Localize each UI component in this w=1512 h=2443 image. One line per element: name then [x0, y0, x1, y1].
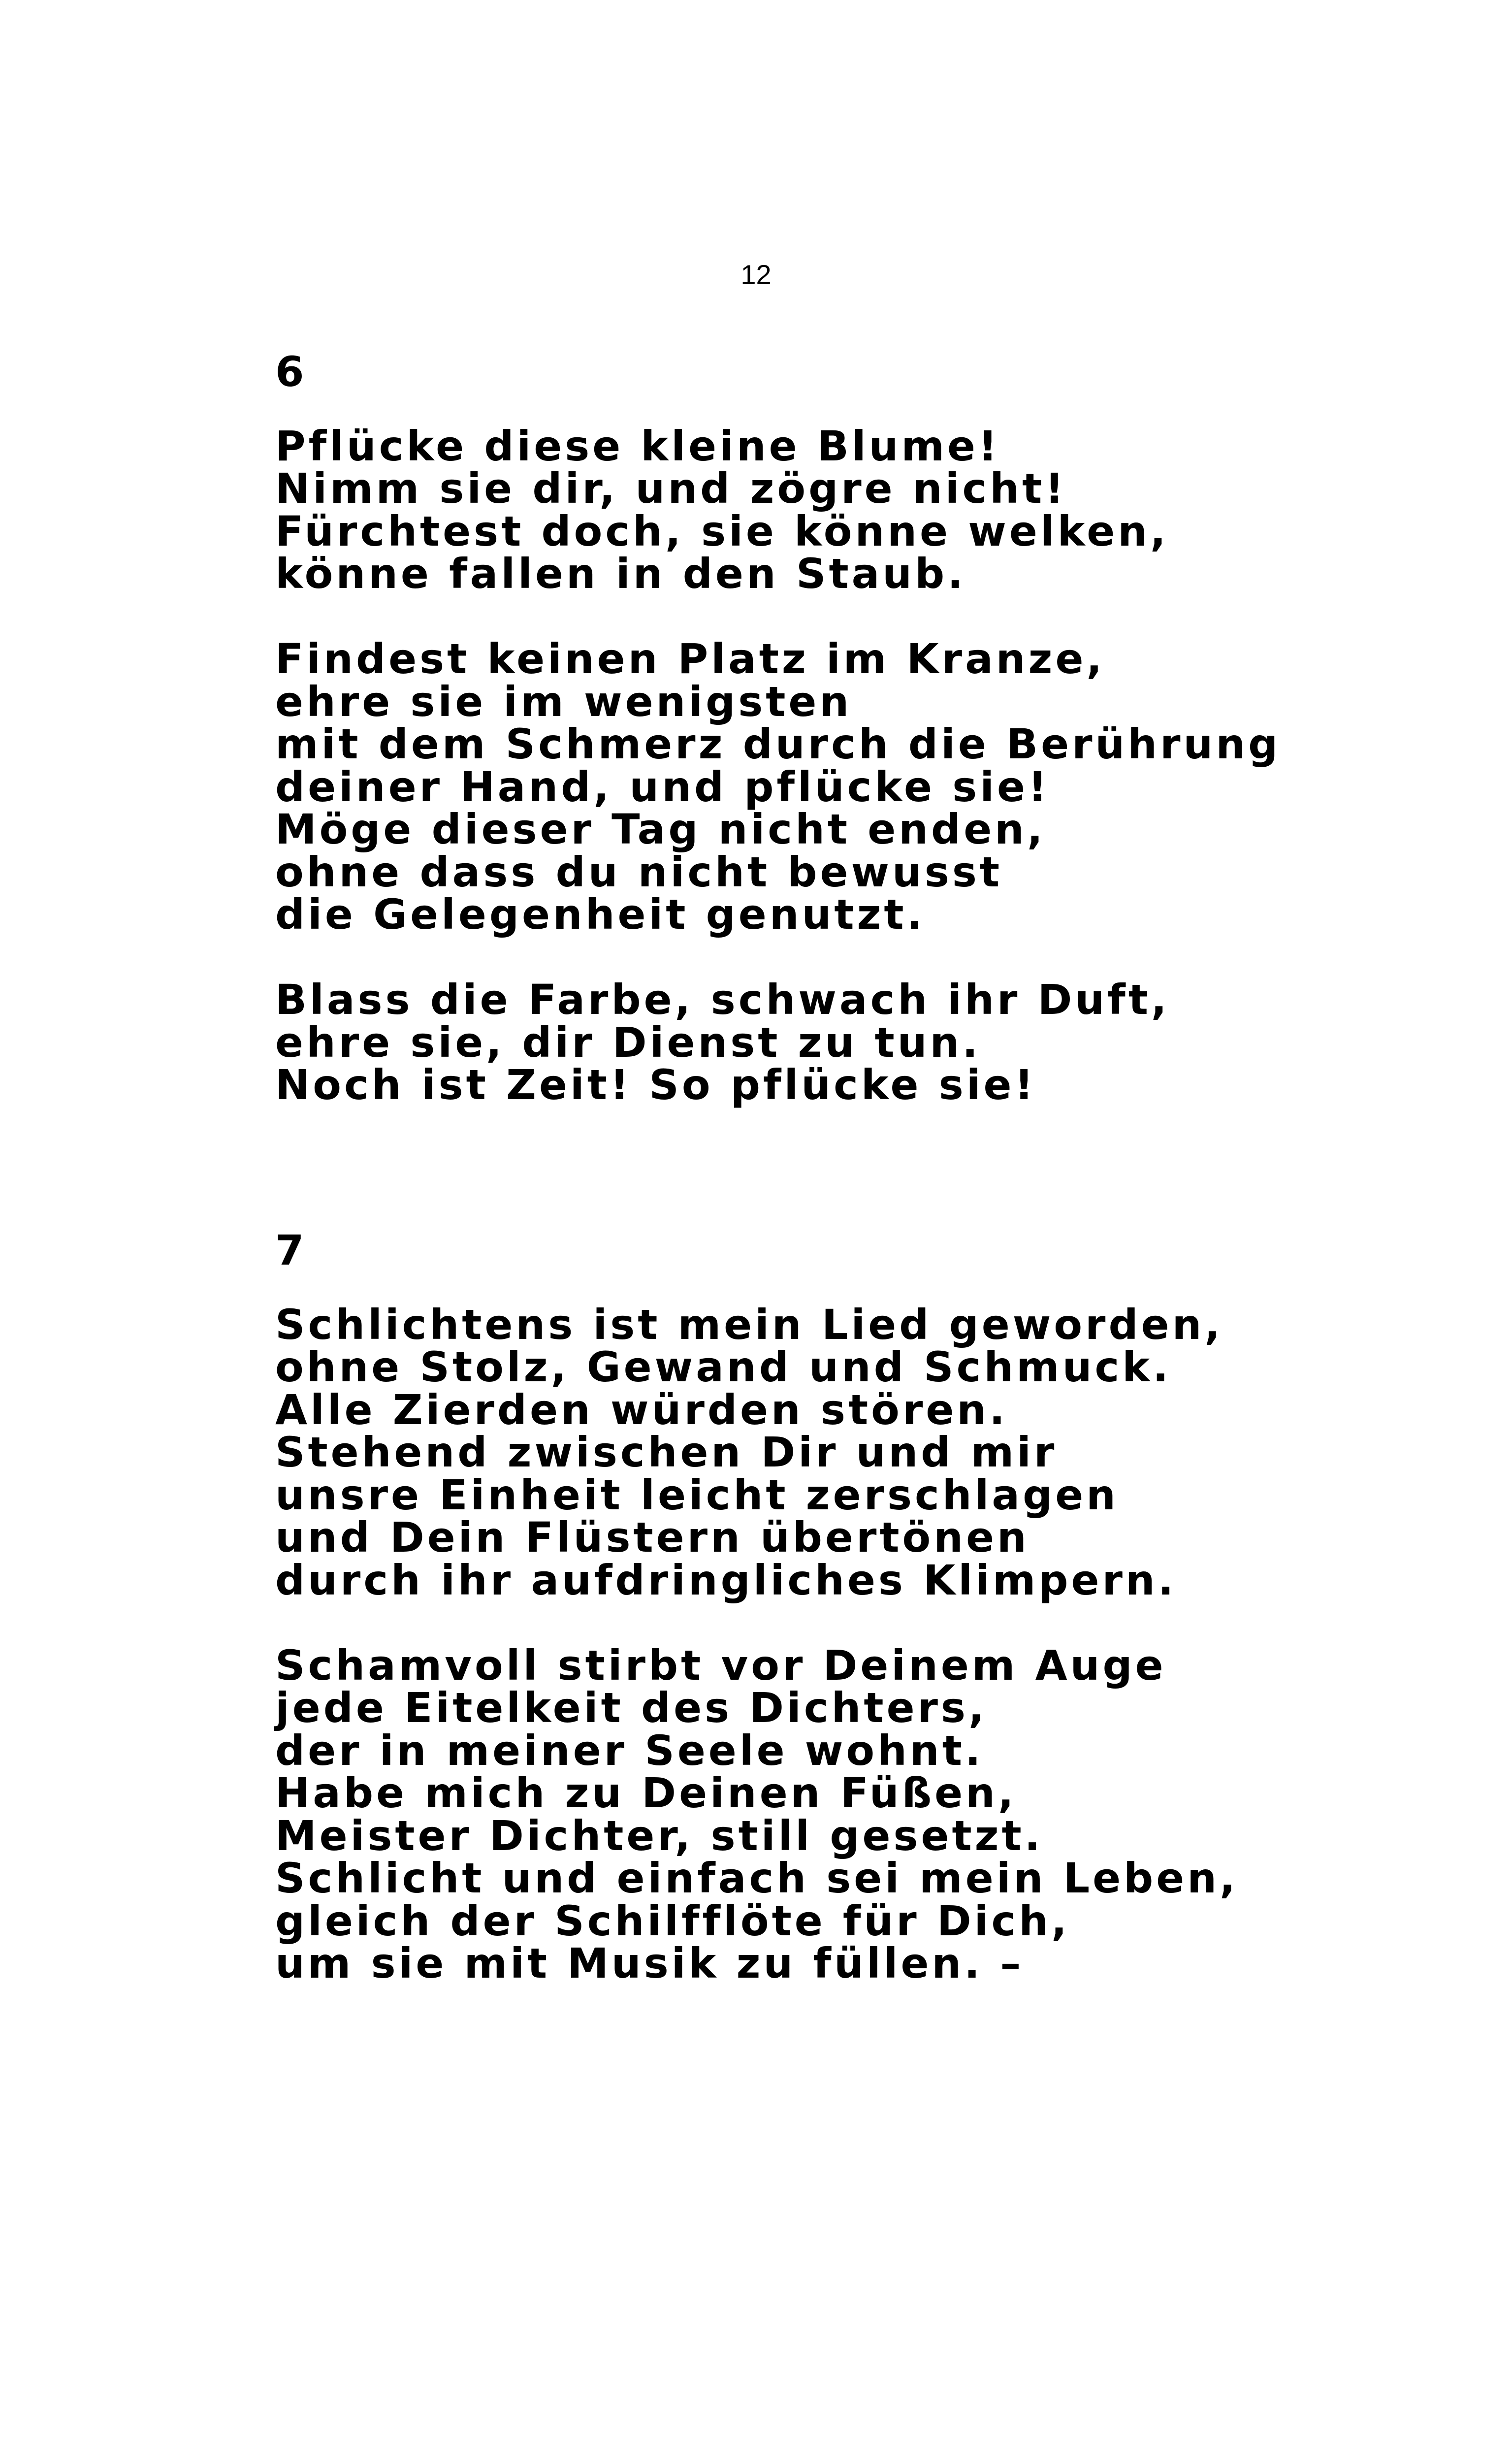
stanza — [275, 978, 1281, 1107]
stanza — [275, 1641, 1238, 1987]
verse-line: durch ihr aufdringliches Klimpern. — [275, 1556, 1177, 1604]
verse-line: Möge dieser Tag nicht enden, — [275, 805, 1046, 853]
verse-line: Pflücke diese kleine Blume! — [275, 422, 1000, 470]
verse-line: Alle Zierden würden stören. — [275, 1385, 1008, 1434]
verse-line: gleich der Schilfflöte für Dich, — [275, 1896, 1070, 1945]
verse-line: Noch ist Zeit! So pflücke sie! — [275, 1061, 1036, 1109]
verse-line: ohne dass du nicht bewusst — [275, 847, 1002, 896]
verse-line: Blass die Farbe, schwach ihr Duft, — [275, 976, 1170, 1024]
verse-line: die Gelegenheit genutzt. — [275, 890, 926, 939]
verse-line: Fürchtest doch, sie könne welken, — [275, 507, 1169, 555]
stanza — [275, 635, 1281, 939]
verse-line: ehre sie, dir Dienst zu tun. — [275, 1018, 981, 1067]
verse-line: der in meiner Seele wohnt. — [275, 1726, 984, 1775]
verse-line: ohne Stolz, Gewand und Schmuck. — [275, 1343, 1172, 1391]
poem-6 — [275, 348, 1281, 1109]
stanza — [275, 1300, 1238, 1604]
verse-line: und Dein Flüstern übertönen — [275, 1513, 1029, 1562]
verse-line: ehre sie im wenigsten — [275, 677, 852, 726]
verse-line: Habe mich zu Deinen Füßen, — [275, 1769, 1017, 1817]
verse-line: Stehend zwischen Dir und mir — [275, 1428, 1058, 1476]
verse-line: jede Eitelkeit des Dichters, — [275, 1684, 987, 1732]
verse-line: um sie mit Musik zu füllen. – — [275, 1939, 1024, 1987]
verse-line: Nimm sie dir, und zögre nicht! — [275, 464, 1067, 513]
verse-line: könne fallen in den Staub. — [275, 550, 966, 598]
poem-number: 7 — [275, 1226, 307, 1274]
poem-7 — [275, 1226, 1238, 1987]
page-number: 12 — [740, 259, 772, 290]
verse-line: Schamvoll stirbt vor Deinem Auge — [275, 1641, 1166, 1690]
verse-line: Meister Dichter, still gesetzt. — [275, 1811, 1043, 1860]
verse-line: deiner Hand, und pflücke sie! — [275, 762, 1050, 811]
verse-line: Schlichtens ist mein Lied geworden, — [275, 1300, 1223, 1349]
verse-line: unsre Einheit leicht zerschlagen — [275, 1470, 1119, 1519]
verse-line: Findest keinen Platz im Kranze, — [275, 635, 1105, 683]
poem-number: 6 — [275, 348, 307, 396]
verse-line: mit dem Schmerz durch die Berührung — [275, 720, 1281, 768]
verse-line: Schlicht und einfach sei mein Leben, — [275, 1854, 1238, 1902]
stanza — [275, 422, 1281, 598]
